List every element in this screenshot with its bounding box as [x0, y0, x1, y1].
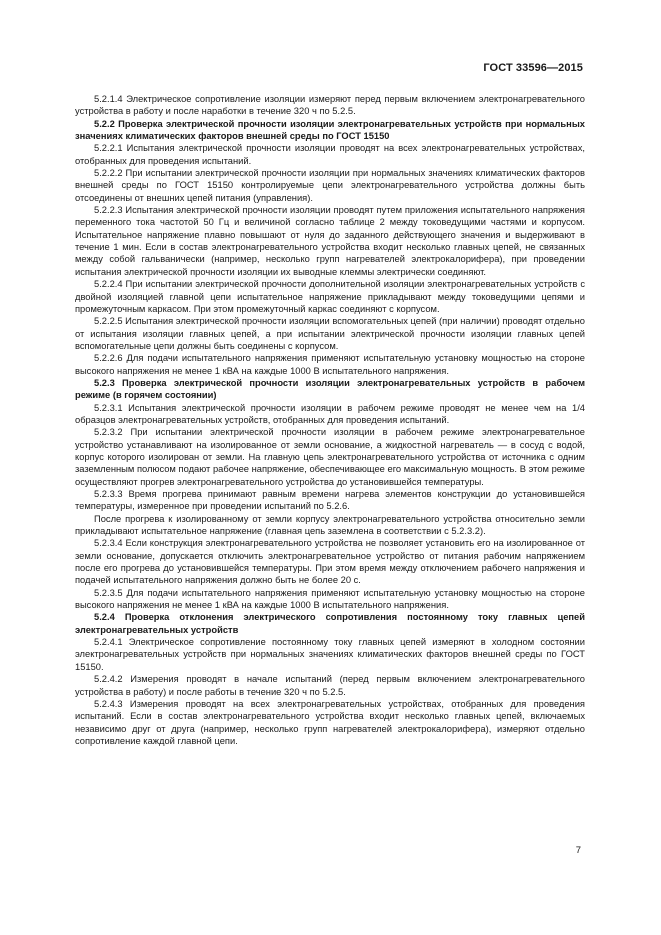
body-paragraph: 5.2.2.2 При испытании электрической прочности изоляции при нормальных значениях климатических факторов внешней среды по ГОСТ 15150 контролируемые цепи электронагревательного устройства должны быть отсоединены от внешних цепей питания (управления).	[75, 168, 585, 203]
body-paragraph: 5.2.2.1 Испытания электрической прочности изоляции проводят на всех электронагревательных устройствах, отобранных для проведения испытаний.	[75, 143, 585, 166]
section-heading: 5.2.4 Проверка отклонения электрического сопротивления постоянному току главных цепей электронагревательных устройств	[75, 612, 585, 635]
body-paragraph: 5.2.3.3 Время прогрева принимают равным времени нагрева элементов конструкции до установившейся температуры, измеренное при проведении испытаний по 5.2.6.	[75, 489, 585, 512]
page-number: 7	[575, 845, 581, 856]
body-paragraph: 5.2.3.1 Испытания электрической прочности изоляции в рабочем режиме проводят не менее чем на 1/4 образцов электронагревательных устройств, отобранных для проведения испытаний.	[75, 402, 585, 425]
body-paragraph: 5.2.2.4 При испытании электрической прочности дополнительной изоляции электронагревательных устройств с двойной изоляцией главной цепи испытательное напряжение прикладывают между токоведущими цепями и промежуточным каркасом. При этом промежуточный каркас соединяют с корпусом.	[75, 279, 585, 314]
section-heading: 5.2.3 Проверка электрической прочности изоляции электронагревательных устройств в рабочем режиме (в горячем состоянии)	[75, 377, 585, 401]
body-paragraph: 5.2.4.1 Электрическое сопротивление постоянному току главных цепей измеряют в холодном состоянии электронагревательных устройств при нормальных значениях климатических факторов внешней среды по ГОСТ 15150.	[75, 637, 585, 672]
section-heading: 5.2.2 Проверка электрической прочности изоляции электронагревательных устройств при нормальных значениях климатических факторов внешней среды по ГОСТ 15150	[75, 118, 585, 142]
body-paragraph: После прогрева к изолированному от земли корпусу электронагревательного устройства относительно земли прикладывают испытательное напряжение (главная цепь заземлена в соответствии с 5.2.3.2).	[75, 513, 585, 537]
body-paragraph: 5.2.3.5 Для подачи испытательного напряжения применяют испытательную установку мощностью на стороне высокого напряжения не менее 1 кВА на каждые 1000 В испытательного напряжения.	[75, 587, 585, 611]
document-body	[75, 93, 585, 747]
document-standard-header: ГОСТ 33596—2015	[483, 62, 583, 74]
body-paragraph: 5.2.3.2 При испытании электрической прочности изоляции в рабочем режиме электронагревательное устройство устанавливают на изолированное от земли основание, а жидкостной нагреватель — в сосуд с водой, корпус которого изолирован от земли. На главную цепь электронагревательного устройства от источника с одним заземленным полюсом подают рабочее напряжение, обеспечивающее его максимальную мощность. В этом режиме осуществляют прогрев электронагревательного устройства до установившейся температуры.	[75, 427, 585, 487]
body-paragraph: 5.2.4.2 Измерения проводят в начале испытаний (перед первым включением электронагревательного устройства в работу) и после работы в течение 320 ч по 5.2.5.	[75, 674, 585, 697]
body-paragraph: 5.2.4.3 Измерения проводят на всех электронагревательных устройствах, отобранных для проведения испытаний. Если в состав электронагревательного устройства входит несколько главных цепей, включаемых независимо друг от друга (например, несколько групп нагревателей электрокалорифера), измеряют отдельно сопротивление каждой главной цепи.	[75, 698, 585, 746]
body-paragraph: 5.2.2.5 Испытания электрической прочности изоляции вспомогательных цепей (при наличии) проводят отдельно от испытания изоляции главных цепей, а при испытании электрической прочности изоляции главных цепей вспомогательные цепи должны быть соединены с корпусом.	[75, 316, 585, 351]
body-paragraph: 5.2.3.4 Если конструкция электронагревательного устройства не позволяет установить его на изолированное от земли основание, допускается отключить электронагревательное устройство от питания рабочим напряжением после его прогрева до установившейся температуры. При этом время между отключением рабочего напряжения и подачей испытательного напряжения должно быть не более 20 с.	[75, 538, 585, 586]
body-paragraph: 5.2.2.6 Для подачи испытательного напряжения применяют испытательную установку мощностью на стороне высокого напряжения не менее 1 кВА на каждые 1000 В испытательного напряжения.	[75, 353, 585, 376]
body-paragraph: 5.2.2.3 Испытания электрической прочности изоляции проводят путем приложения испытательного напряжения переменного тока частотой 50 Гц и величиной согласно таблице 2 между токоведущими частями и корпусом. Испытательное напряжение плавно повышают от нуля до заданного действующего значения и выдерживают в течение 1 мин. Если в состав электронагревательного устройства входит несколько главных цепей, не связанных между собой гальванически (например, несколько групп нагревателей электрокалорифера), при проведении испытания электрической прочности изоляции их выводные клеммы электрически соединяют.	[75, 205, 585, 277]
body-paragraph: 5.2.1.4 Электрическое сопротивление изоляции измеряют перед первым включением электронагревательного устройства в работу и после наработки в течение 320 ч по 5.2.5.	[75, 94, 585, 117]
